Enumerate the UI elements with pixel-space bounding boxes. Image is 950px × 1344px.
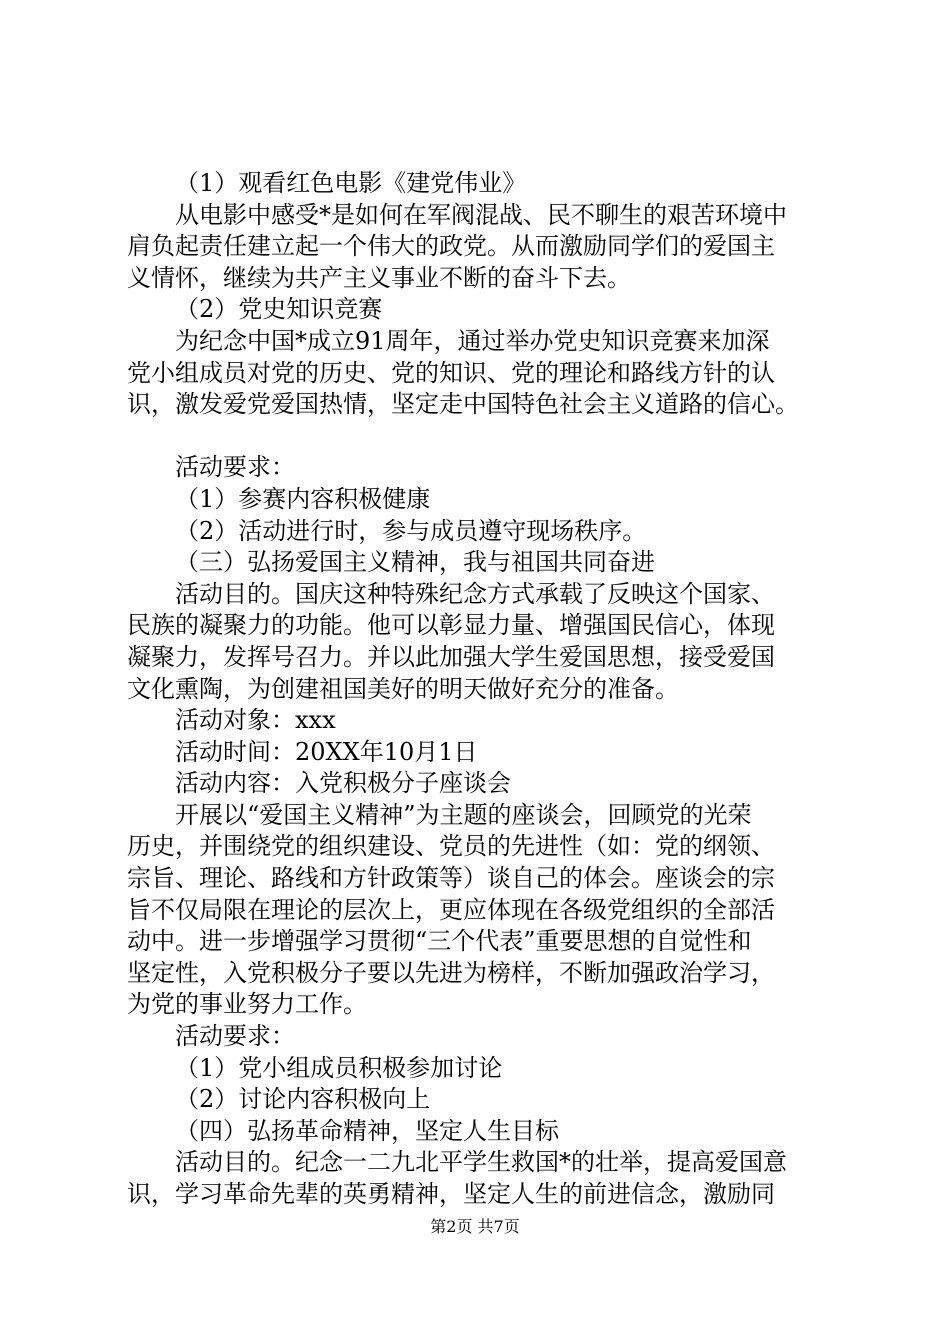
text-line: 肩负起责任建立起一个伟大的政党。从而激励同学们的爱国主	[127, 232, 775, 261]
text-line: 活动对象：xxx	[175, 706, 336, 735]
text-line: 动中。进一步增强学习贯彻“三个代表”重要思想的自觉性和	[127, 927, 752, 956]
text-line: 旨不仅局限在理论的层次上，更应体现在各级党组织的全部活	[127, 895, 775, 924]
text-line: （2）讨论内容积极向上	[175, 1085, 431, 1114]
text-line: 历史，并围绕党的组织建设、党员的先进性（如：党的纲领、	[127, 832, 775, 861]
text-line: 坚定性，入党积极分子要以先进为榜样，不断加强政治学习，	[127, 958, 775, 987]
text-line: 活动目的。国庆这种特殊纪念方式承载了反映这个国家、	[175, 579, 775, 608]
text-line: 凝聚力，发挥号召力。并以此加强大学生爱国思想，接受爱国	[127, 642, 775, 671]
text-line: （1）党小组成员积极参加讨论	[175, 1053, 503, 1082]
text-line: 活动要求：	[175, 1022, 295, 1051]
text-line: 从电影中感受*是如何在军阀混战、民不聊生的艰苦环境中	[175, 200, 787, 229]
blank-line	[127, 421, 837, 453]
text-line: 义情怀，继续为共产主义事业不断的奋斗下去。	[127, 263, 631, 292]
text-line: （2）党史知识竞赛	[175, 295, 383, 324]
text-line: （三）弘扬爱国主义精神，我与祖国共同奋进	[175, 548, 655, 577]
text-line: 识，学习革命先辈的英勇精神，坚定人生的前进信念，激励同	[127, 1180, 775, 1208]
text-line: 为纪念中国*成立91周年，通过举办党史知识竞赛来加深	[175, 326, 770, 355]
text-line: 民族的凝聚力的功能。他可以彰显力量、增强国民信心，体现	[127, 611, 775, 640]
text-line: 活动时间：20XX年10月1日	[175, 737, 478, 766]
text-line: 活动内容：入党积极分子座谈会	[175, 769, 511, 798]
text-line: 开展以“爱国主义精神”为主题的座谈会，回顾党的光荣	[175, 800, 752, 829]
text-line: 文化熏陶，为创建祖国美好的明天做好充分的准备。	[127, 674, 679, 703]
text-line: 活动要求：	[175, 453, 295, 482]
page-footer: 第2页 共7页	[430, 1217, 520, 1236]
text-line: 活动目的。纪念一二九北平学生救国*的壮举，提高爱国意	[175, 1148, 787, 1177]
text-line: 党小组成员对党的历史、党的知识、党的理论和路线方针的认	[127, 358, 775, 387]
text-line: （四）弘扬革命精神，坚定人生目标	[175, 1116, 559, 1145]
document-body	[127, 168, 837, 1211]
text-line: 为党的事业努力工作。	[127, 990, 367, 1019]
text-line: 宗旨、理论、路线和方针政策等）谈自己的体会。座谈会的宗	[127, 864, 775, 893]
text-line: （1）观看红色电影《建党伟业》	[175, 169, 527, 197]
text-line: 识，激发爱党爱国热情，坚定走中国特色社会主义道路的信心。	[127, 390, 799, 419]
text-line: （1）参赛内容积极健康	[175, 484, 431, 513]
text-line: （2）活动进行时，参与成员遵守现场秩序。	[175, 516, 647, 545]
